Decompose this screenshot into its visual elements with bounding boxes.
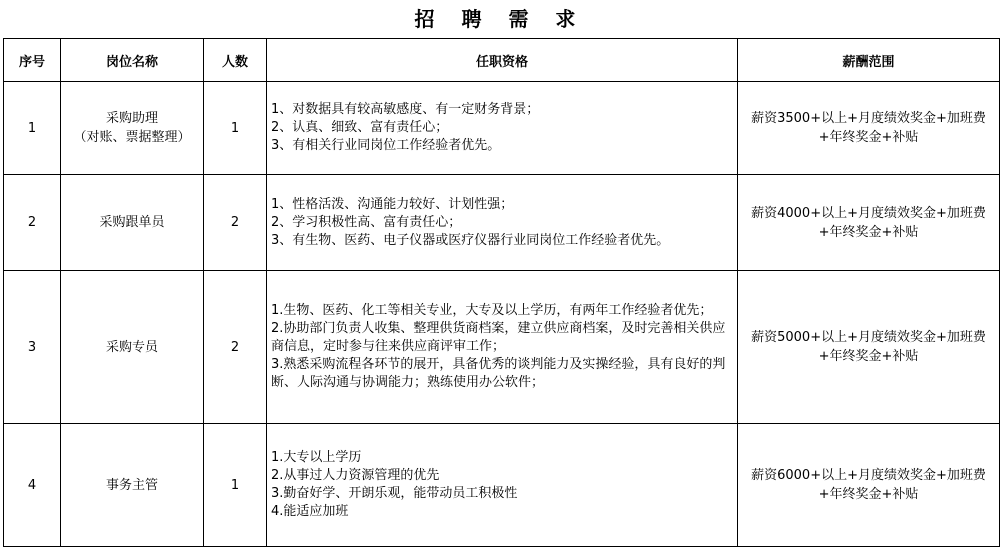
row-index: 4 <box>4 424 61 547</box>
requirement-line: 2、认真、细致、富有责任心； <box>271 120 449 135</box>
header-salary: 薪酬范围 <box>738 39 1000 82</box>
header-requirements: 任职资格 <box>267 39 738 82</box>
row-position <box>61 271 204 424</box>
requirement-line: 3.熟悉采购流程各环节的展开，具备优秀的谈判能力及实操经验，具有良好的判断、人际沟通与协调能力；熟练使用办公软件； <box>271 357 726 390</box>
requirement-line: 3.勤奋好学、开朗乐观，能带动员工积极性 <box>271 486 518 501</box>
requirement-line: 2、学习积极性高、富有责任心； <box>271 214 462 230</box>
position-note: （对账、票据整理） <box>73 130 191 145</box>
row-position <box>61 424 204 547</box>
row-index: 3 <box>4 271 61 424</box>
position-title: 事务主管 <box>105 477 158 493</box>
row-index: 1 <box>4 82 61 175</box>
table-row <box>4 424 1000 547</box>
row-position <box>61 82 204 175</box>
requirement-line: 1、性格活泼、沟通能力较好、计划性强； <box>271 196 514 212</box>
table-row <box>4 175 1000 271</box>
row-index: 2 <box>4 175 61 271</box>
header-position: 岗位名称 <box>61 39 204 82</box>
requirement-line: 1、对数据具有较高敏感度、有一定财务背景； <box>271 102 540 117</box>
table-row <box>4 82 1000 175</box>
row-salary <box>738 82 1000 175</box>
header-index: 序号 <box>4 39 61 82</box>
row-salary <box>738 271 1000 424</box>
salary-line: 薪资5000+以上+月度绩效奖金+加班费 <box>751 330 986 345</box>
salary-line: 薪资3500+以上+月度绩效奖金+加班费 <box>751 111 986 126</box>
requirement-line: 3、有生物、医药、电子仪器或医疗仪器行业同岗位工作经验者优先。 <box>271 232 670 248</box>
position-title: 采购专员 <box>105 339 158 355</box>
salary-line: +年终奖金+补贴 <box>818 487 919 502</box>
table-row <box>4 271 1000 424</box>
header-count: 人数 <box>204 39 267 82</box>
row-count: 2 <box>204 175 267 271</box>
salary-line: 薪资6000+以上+月度绩效奖金+加班费 <box>751 468 986 483</box>
requirement-line: 3、有相关行业同岗位工作经验者优先。 <box>271 138 501 153</box>
position-title: 采购跟单员 <box>99 215 165 230</box>
row-count: 1 <box>204 424 267 547</box>
row-requirements <box>267 424 738 547</box>
header-row <box>4 39 1000 82</box>
row-requirements <box>267 82 738 175</box>
row-position <box>61 175 204 271</box>
salary-line: +年终奖金+补贴 <box>818 349 919 364</box>
requirement-line: 2.协助部门负责人收集、整理供货商档案，建立供应商档案，及时完善相关供应商信息，定时参与往来供应商评审工作； <box>271 321 726 354</box>
row-requirements <box>267 271 738 424</box>
requirement-line: 1.生物、医药、化工等相关专业，大专及以上学历，有两年工作经验者优先； <box>271 303 713 318</box>
requirement-line: 4.能适应加班 <box>271 504 349 519</box>
position-title: 采购助理 <box>105 111 158 126</box>
recruitment-table <box>3 38 1000 547</box>
row-salary <box>738 424 1000 547</box>
row-count: 2 <box>204 271 267 424</box>
page-title: 招 聘 需 求 <box>414 7 586 31</box>
salary-line: +年终奖金+补贴 <box>818 224 919 240</box>
requirement-line: 1.大专以上学历 <box>271 450 362 465</box>
row-salary <box>738 175 1000 271</box>
salary-line: 薪资4000+以上+月度绩效奖金+加班费 <box>751 205 986 221</box>
row-requirements <box>267 175 738 271</box>
requirement-line: 2.从事过人力资源管理的优先 <box>271 468 440 483</box>
salary-line: +年终奖金+补贴 <box>818 130 919 145</box>
row-count: 1 <box>204 82 267 175</box>
